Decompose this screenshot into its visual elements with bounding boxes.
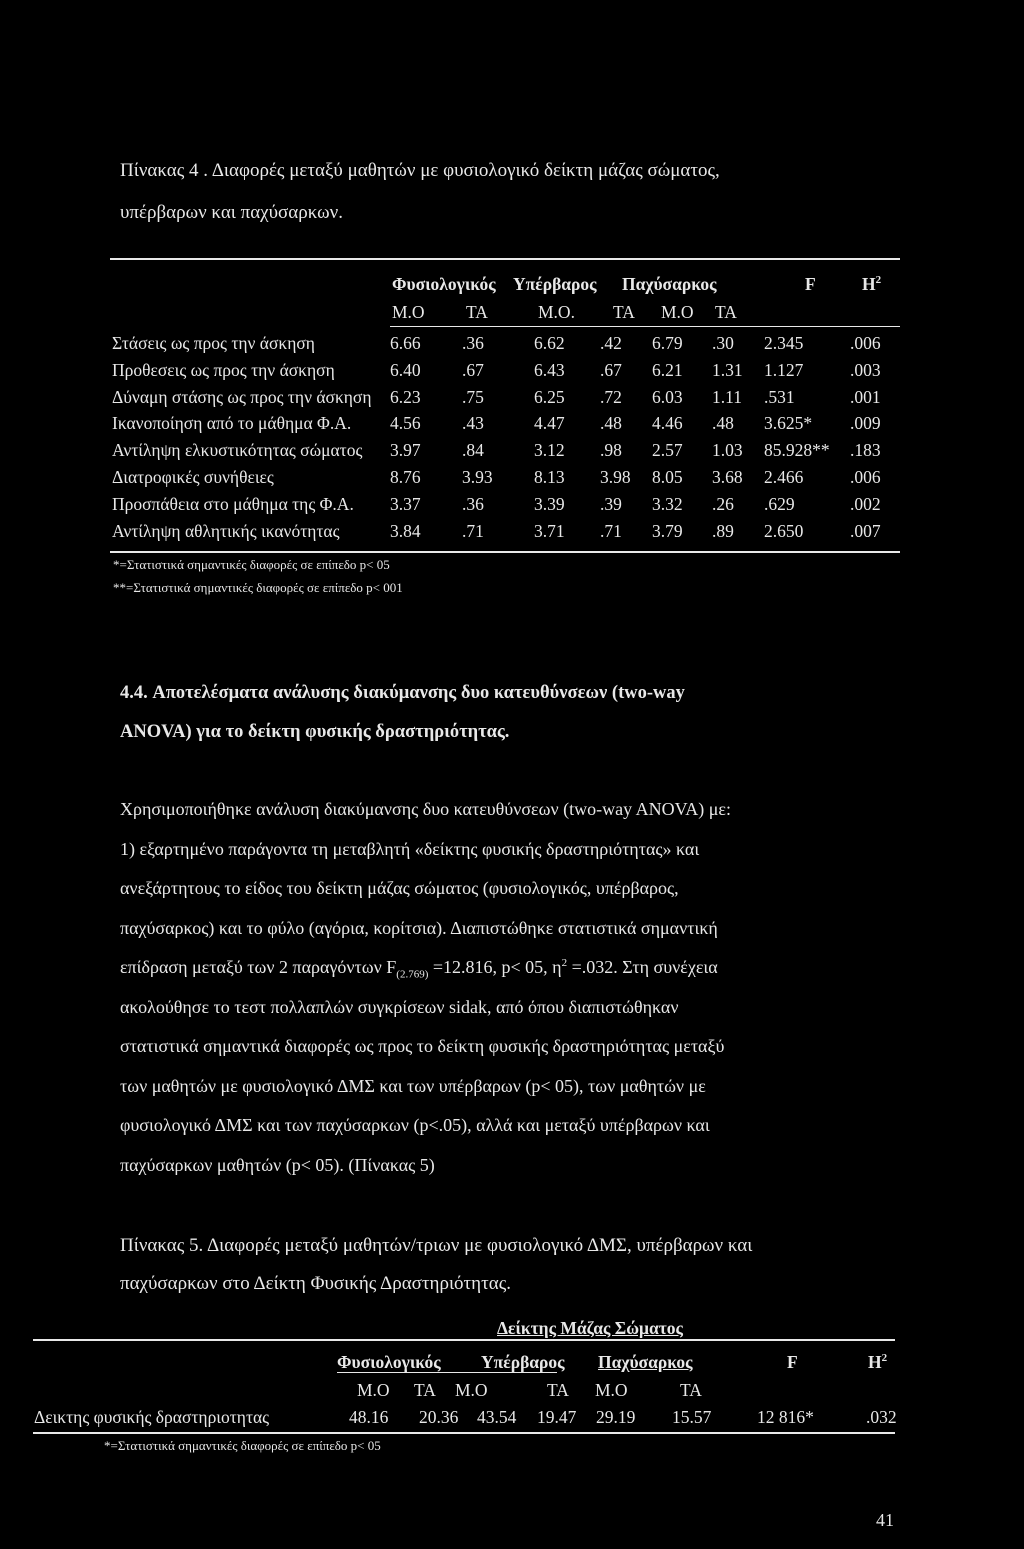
table4-row-label: Δύναμη στάσης ως προς την άσκηση xyxy=(112,386,372,407)
table4-sub-3: Μ.Ο. xyxy=(538,302,575,322)
table4-cell: 3.625* xyxy=(764,413,813,434)
table5-top-rule xyxy=(33,1339,895,1341)
table5-col-h: $H^2$ xyxy=(868,1352,888,1372)
table4-cell: .75 xyxy=(462,386,484,407)
table4-cell: .183 xyxy=(850,440,881,461)
table5-col-f: F xyxy=(787,1352,798,1372)
table5-caption-line1: Πίνακας 5. Διαφορές μεταξύ μαθητών/τριων με φυσιολογικό ΔΜΣ, υπέρβαρων και xyxy=(120,1235,753,1256)
table4-cell: .98 xyxy=(600,440,622,461)
table4-row-label: Αντίληψη αθλητικής ικανότητας xyxy=(112,520,340,541)
table4-row xyxy=(0,521,1024,547)
table4-row xyxy=(0,467,1024,493)
table4-cell: .30 xyxy=(712,333,734,353)
paragraph-line-2: ανεξάρτητους το είδος του δείκτη μάζας σώματος (φυσιολογικός, υπέρβαρος, xyxy=(120,878,679,898)
table4-row-label: Στάσεις ως προς την άσκηση xyxy=(112,333,315,353)
table4-cell: 3.93 xyxy=(462,467,493,487)
table4-cell: 6.25 xyxy=(534,386,565,407)
paragraph-line-4: επίδραση μεταξύ των 2 παραγόντων $F_{(2.769)} =12.816$, p< 05, $\eta^2 =.032$. Στη συνέχεια xyxy=(120,957,718,981)
table4-row-label: Ικανοποίηση από το μάθημα Φ.Α. xyxy=(112,413,352,434)
table4-row-label: Προθεσεις ως προς την άσκηση xyxy=(112,359,335,380)
paragraph-line-0: Χρησιμοποιήθηκε ανάλυση διακύμανσης δυο κατευθύνσεων (two-way ANOVA) με: xyxy=(120,799,731,819)
paragraph-line-7: των μαθητών με φυσιολογικό ΔΜΣ και των υπέρβαρων (p< 05), των μαθητών με xyxy=(120,1076,706,1096)
table4-row-label: Διατροφικές συνήθειες xyxy=(112,467,274,487)
table4-cell: 4.46 xyxy=(652,413,683,434)
table4-cell: .48 xyxy=(600,413,622,434)
table4-cell: 4.47 xyxy=(534,413,565,434)
table5-sub-3: Μ.Ο xyxy=(455,1380,488,1400)
section-heading-line1: 4.4. Αποτελέσματα ανάλυσης διακύμανσης δυο κατευθύνσεων (two-way xyxy=(120,683,685,703)
table4-sub-1: Μ.Ο xyxy=(392,302,425,322)
table4-cell: 6.03 xyxy=(652,386,683,407)
table5-val-5: 29.19 xyxy=(596,1407,636,1427)
table4-cell: 1.127 xyxy=(764,359,804,380)
table5-val-1: 48.16 xyxy=(349,1407,389,1427)
table4-row xyxy=(0,360,1024,386)
table4-cell: .71 xyxy=(462,520,484,541)
table4-caption-line1: Πίνακας 4 . Διαφορές μεταξύ μαθητών με φυσιολογικό δείκτη μάζας σώματος, xyxy=(120,160,720,181)
table4-cell: .006 xyxy=(850,333,881,353)
table4-cell: 6.79 xyxy=(652,333,683,353)
table4-group-1: Φυσιολογικός xyxy=(392,274,496,294)
table4-cell: 1.31 xyxy=(712,359,743,380)
paragraph-line-1: 1) εξαρτημένο παράγοντα τη μεταβλητή «δείκτης φυσικής δραστηριότητας» και xyxy=(120,839,700,859)
table4-cell: 3.12 xyxy=(534,440,565,461)
table4-cell: .003 xyxy=(850,359,881,380)
table4-group-2: Υπέρβαρος xyxy=(513,274,597,294)
table4-row xyxy=(0,333,1024,359)
table4-cell: .43 xyxy=(462,413,484,434)
table4-cell: 3.32 xyxy=(652,493,683,514)
table4-cell: 3.98 xyxy=(600,467,631,487)
table5-group-3: Παχύσαρκος xyxy=(598,1352,693,1372)
table4-cell: 8.05 xyxy=(652,467,683,487)
table4-cell: .67 xyxy=(462,359,484,380)
table4-row-label: Αντίληψη ελκυστικότητας σώματος xyxy=(112,440,363,461)
table5-group-1: Φυσιολογικός xyxy=(337,1352,441,1372)
table4-sub-5: Μ.Ο xyxy=(661,302,694,322)
table5-sub-2: ΤΑ xyxy=(414,1380,436,1400)
section-heading-line2: ANOVA) για το δείκτη φυσικής δραστηριότητας. xyxy=(120,722,510,742)
table4-cell: 6.43 xyxy=(534,359,565,380)
table4-sub-6: ΤΑ xyxy=(715,302,737,322)
table5-val-6: 15.57 xyxy=(672,1407,712,1427)
table4-cell: .48 xyxy=(712,413,734,434)
table4-cell: 3.84 xyxy=(390,520,421,541)
table5-caption-line2: παχύσαρκων στο Δείκτη Φυσικής Δραστηριότητας. xyxy=(120,1273,511,1294)
table5-group-2: Υπέρβαρος xyxy=(481,1352,565,1372)
table4-sub-4: ΤΑ xyxy=(613,302,635,322)
table5-row-label: Δεικτης φυσικής δραστηριοτητας xyxy=(34,1407,270,1427)
table4-cell: 2.345 xyxy=(764,333,804,353)
table4-cell: .009 xyxy=(850,413,881,434)
table5-note: *=Στατιστικά σημαντικές διαφορές σε επίπεδο p< 05 xyxy=(104,1438,381,1453)
table4-cell: .007 xyxy=(850,520,881,541)
table4-cell: 6.40 xyxy=(390,359,421,380)
table4-cell: 3.79 xyxy=(652,520,683,541)
table5-bottom-rule xyxy=(33,1432,895,1434)
table4-cell: 6.23 xyxy=(390,386,421,407)
table4-cell: 2.57 xyxy=(652,440,683,461)
table5-val-2: 20.36 xyxy=(419,1407,459,1427)
table4-bottom-rule xyxy=(110,551,900,553)
table4-cell: .89 xyxy=(712,520,734,541)
table4-cell: 6.66 xyxy=(390,333,421,353)
table4-cell: .39 xyxy=(600,493,622,514)
table5-sub-4: ΤΑ xyxy=(547,1380,569,1400)
table4-cell: 1.03 xyxy=(712,440,743,461)
table5-sub-1: Μ.Ο xyxy=(357,1380,390,1400)
table4-cell: .71 xyxy=(600,520,622,541)
table4-row-label: Προσπάθεια στο μάθημα της Φ.Α. xyxy=(112,493,354,514)
paragraph-line-6: στατιστικά σημαντικά διαφορές ως προς το δείκτη φυσικής δραστηριότητας μεταξύ xyxy=(120,1036,725,1056)
table4-sub-2: ΤΑ xyxy=(466,302,488,322)
table5-val-f: 12 816* xyxy=(757,1407,814,1427)
table4-group-3: Παχύσαρκος xyxy=(622,274,717,294)
table4-cell: 6.62 xyxy=(534,333,565,353)
table5-sub-5: Μ.Ο xyxy=(595,1380,628,1400)
table4-caption-line2: υπέρβαρων και παχύσαρκων. xyxy=(120,202,343,223)
table4-cell: .006 xyxy=(850,467,881,487)
table5-group12-underline xyxy=(337,1372,557,1373)
paragraph-line-9: παχύσαρκων μαθητών (p< 05). (Πίνακας 5) xyxy=(120,1155,435,1175)
table4-cell: .531 xyxy=(764,386,795,407)
table4-note-2: **=Στατιστικά σημαντικές διαφορές σε επίπεδο p< 001 xyxy=(113,580,403,595)
table4-cell: 4.56 xyxy=(390,413,421,434)
table4-cell: .36 xyxy=(462,493,484,514)
table4-cell: 6.21 xyxy=(652,359,683,380)
table4-col-h: $H^2$ xyxy=(862,274,882,294)
table4-cell: 2.650 xyxy=(764,520,804,541)
table4-cell: .72 xyxy=(600,386,622,407)
table4-cell: 85.928** xyxy=(764,440,830,461)
table4-cell: 3.97 xyxy=(390,440,421,461)
table5-val-4: 19.47 xyxy=(537,1407,577,1427)
table5-val-3: 43.54 xyxy=(477,1407,517,1427)
table4-top-rule xyxy=(110,258,900,260)
table4-cell: .84 xyxy=(462,440,484,461)
table4-note-1: *=Στατιστικά σημαντικές διαφορές σε επίπεδο p< 05 xyxy=(113,557,390,572)
table4-row xyxy=(0,413,1024,439)
table4-cell: .002 xyxy=(850,493,881,514)
table4-cell: 1.11 xyxy=(712,386,742,407)
table4-cell: .001 xyxy=(850,386,881,407)
table4-cell: 8.76 xyxy=(390,467,421,487)
table5-sub-6: ΤΑ xyxy=(680,1380,702,1400)
table4-row xyxy=(0,440,1024,466)
table4-cell: .36 xyxy=(462,333,484,353)
table4-cell: 3.68 xyxy=(712,467,743,487)
table5-super-header: Δείκτης Μάζας Σώματος xyxy=(497,1318,683,1338)
table4-cell: .42 xyxy=(600,333,622,353)
table4-cell: 3.39 xyxy=(534,493,565,514)
table4-col-f: F xyxy=(805,274,816,294)
paragraph-line-3: παχύσαρκος) και το φύλο (αγόρια, κορίτσια). Διαπιστώθηκε στατιστικά σημαντική xyxy=(120,918,718,938)
table4-cell: .629 xyxy=(764,493,795,514)
table4-cell: .26 xyxy=(712,493,734,514)
table4-cell: 3.71 xyxy=(534,520,565,541)
table4-cell: 3.37 xyxy=(390,493,421,514)
page-number: 41 xyxy=(876,1510,894,1530)
table4-row xyxy=(0,494,1024,520)
table4-header-rule xyxy=(390,326,900,327)
paragraph-line-5: ακολούθησε το τεστ πολλαπλών συγκρίσεων sidak, από όπου διαπιστώθηκαν xyxy=(120,997,679,1017)
table4-row xyxy=(0,387,1024,413)
table5-val-h: .032 xyxy=(866,1407,897,1427)
table4-cell: 8.13 xyxy=(534,467,565,487)
paragraph-line-8: φυσιολογικό ΔΜΣ και των παχύσαρκων (p<.05), αλλά και μεταξύ υπέρβαρων και xyxy=(120,1115,710,1135)
table4-cell: .67 xyxy=(600,359,622,380)
table4-cell: 2.466 xyxy=(764,467,804,487)
